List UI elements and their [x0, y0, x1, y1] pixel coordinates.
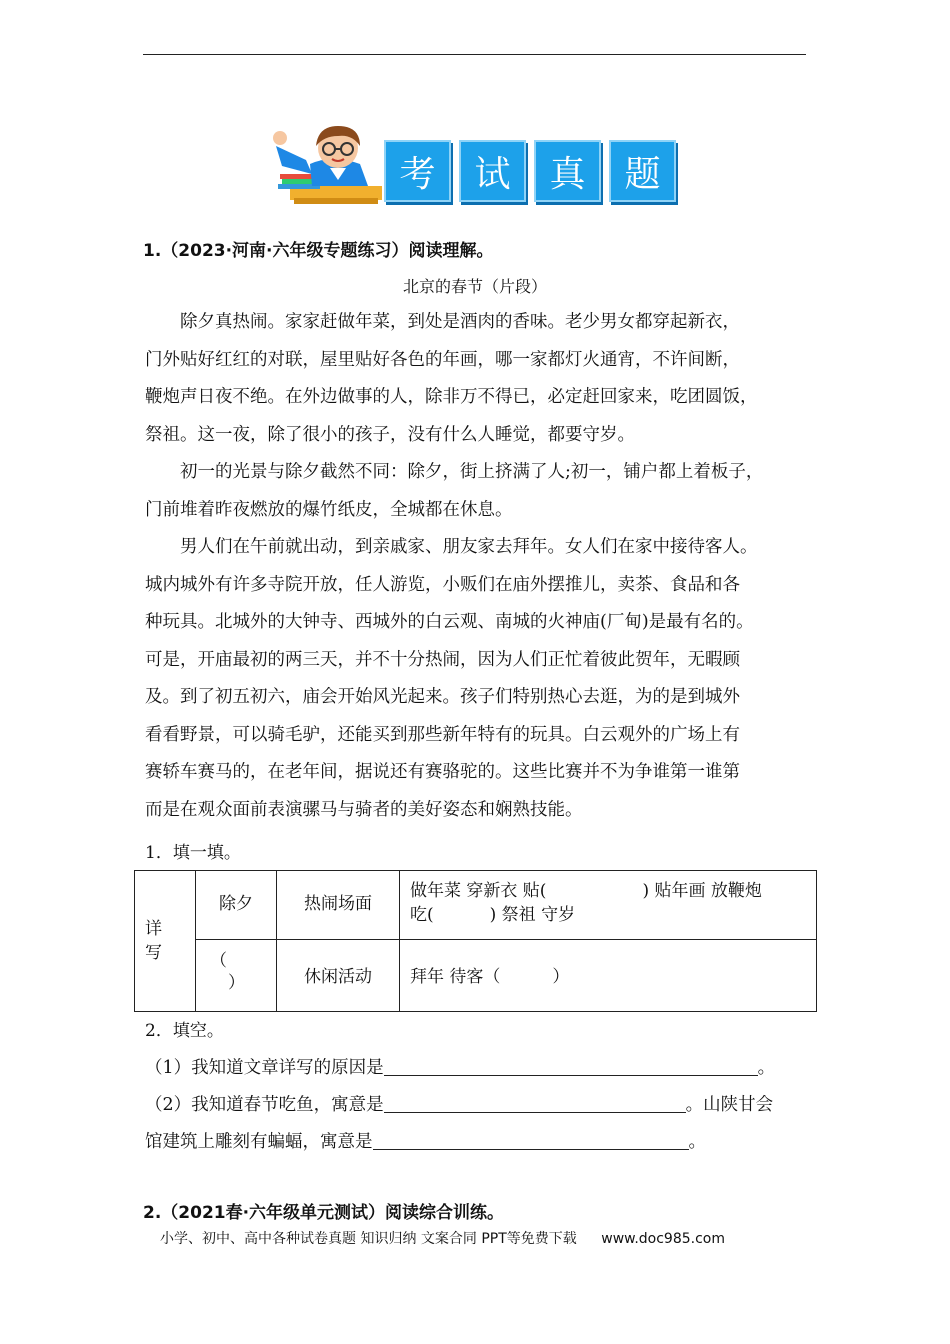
fill-blank-line-1: （1）我知道文章详写的原因是 。 — [145, 1054, 775, 1079]
exam-banner — [272, 124, 672, 206]
table-cell — [400, 871, 817, 940]
table-cell: 拜年 待客（ ） — [400, 940, 817, 1012]
row-header-cell: 详写 — [135, 871, 196, 1012]
student-illustration — [272, 124, 387, 206]
fill-blank-line-2: （2）我知道春节吃鱼，寓意是 。山陕甘会 — [145, 1091, 773, 1116]
table-cell: 热闹场面 — [277, 871, 400, 940]
banner-char-3: 真 — [534, 140, 601, 202]
passage-paragraph-1 — [145, 304, 810, 454]
question-1-title: 1.（2023·河南·六年级专题练习）阅读理解。 — [143, 241, 494, 261]
banner-char-2: 试 — [459, 140, 526, 202]
passage-paragraph-2 — [145, 454, 810, 529]
top-rule — [143, 54, 806, 55]
banner-char-1: 考 — [384, 140, 451, 202]
footer-url[interactable]: www.doc985.com — [601, 1231, 725, 1247]
footer — [160, 1228, 725, 1248]
table-cell: 除夕 — [196, 871, 277, 940]
passage-line: 而是在观众面前表演骡马与骑者的美好姿态和娴熟技能。 — [145, 799, 583, 820]
passage-line: 初一的光景与除夕截然不同：除夕，街上挤满了人;初一，铺户都上着板子， — [180, 462, 764, 482]
table-cell-line: 做年菜 穿新衣 贴( ) 贴年画 放鞭炮 — [410, 881, 762, 901]
passage-line: 门外贴好红红的对联，屋里贴好各色的年画，哪一家都灯火通宵，不许间断， — [145, 349, 740, 370]
passage-line: 赛轿车赛马的，在老年间，据说还有赛骆驼的。这些比赛并不为争谁第一谁第 — [145, 762, 740, 782]
footer-text: 小学、初中、高中各种试卷真题 知识归纳 文案合同 PPT等免费下载 — [160, 1231, 577, 1247]
passage-line: 男人们在午前就出动，到亲戚家、朋友家去拜年。女人们在家中接待客人。 — [180, 537, 758, 557]
passage-line: 鞭炮声日夜不绝。在外边做事的人，除非万不得已，必定赶回家来，吃团圆饭， — [145, 387, 758, 407]
sub-question-2-label: 2．填空。 — [145, 1021, 224, 1041]
fill-in-table — [134, 870, 817, 1012]
banner-char-4: 题 — [609, 140, 676, 202]
sub-question-1-label: 1．填一填。 — [145, 843, 241, 863]
passage-line: 祭祖。这一夜，除了很小的孩子，没有什么人睡觉，都要守岁。 — [145, 424, 635, 445]
fill-blank-line-3: 馆建筑上雕刻有蝙蝠，寓意是 。 — [145, 1128, 706, 1153]
answer-line[interactable] — [373, 1129, 689, 1150]
table-cell: 休闲活动 — [277, 940, 400, 1012]
table-cell-line: 吃( ) 祭祖 守岁 — [410, 905, 576, 925]
passage-title: 北京的春节（片段） — [402, 277, 547, 296]
passage-line: 看看野景，可以骑毛驴，还能买到那些新年特有的玩具。白云观外的广场上有 — [145, 724, 740, 745]
table-cell: （ ） — [196, 940, 277, 1012]
passage-line: 除夕真热闹。家家赶做年菜，到处是酒肉的香味。老少男女都穿起新衣， — [180, 312, 740, 332]
passage-line: 种玩具。北城外的大钟寺、西城外的白云观、南城的火神庙(厂甸)是最有名的。 — [145, 612, 754, 632]
passage-line: 城内城外有许多寺院开放，任人游览，小贩们在庙外摆推儿，卖茶、食品和各 — [145, 574, 740, 595]
passage-line: 及。到了初五初六，庙会开始风光起来。孩子们特别热心去逛，为的是到城外 — [145, 687, 740, 707]
passage-line: 门前堆着昨夜燃放的爆竹纸皮，全城都在休息。 — [145, 499, 513, 520]
passage-paragraph-3 — [145, 529, 810, 829]
passage-line: 可是，开庙最初的两三天，并不十分热闹，因为人们正忙着彼此贺年，无暇顾 — [145, 649, 740, 670]
answer-line[interactable] — [384, 1092, 686, 1113]
answer-line[interactable] — [384, 1055, 758, 1076]
question-2-title: 2.（2021春·六年级单元测试）阅读综合训练。 — [143, 1203, 505, 1223]
